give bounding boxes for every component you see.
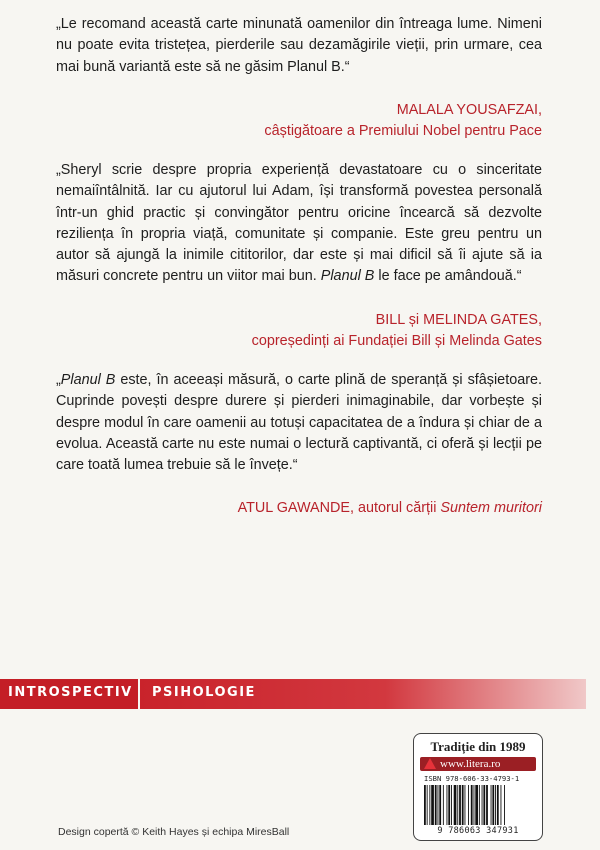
barcode-bar (459, 785, 461, 825)
book-title: Planul B (60, 372, 116, 388)
barcode-bar (471, 785, 473, 825)
barcode-bar (465, 785, 466, 825)
attribution-gates (252, 310, 542, 353)
quote-text-end: le face pe amândouă.“ (374, 268, 522, 285)
barcode-bar (438, 785, 439, 825)
series-band (0, 679, 138, 709)
author-book: Suntem muritori (440, 500, 542, 516)
category-band (140, 679, 586, 709)
ean-number: 9 786063 347931 (437, 826, 519, 836)
barcode-bar (448, 785, 450, 825)
quote-malala (56, 14, 542, 78)
barcode-bar (439, 785, 441, 825)
barcode-bar (462, 785, 464, 825)
barcode-bar (504, 785, 505, 825)
category-label: PSIHOLOGIE (152, 685, 256, 700)
author-name: MALALA YOUSAFZAI, (396, 102, 542, 118)
leaf-icon (424, 758, 436, 769)
barcode-bar (429, 785, 430, 825)
publisher-website: www.litera.ro (440, 758, 501, 770)
barcode-bar (468, 785, 469, 825)
isbn-label: ISBN 978-606-33-4793-1 (424, 774, 520, 783)
barcode-bar (435, 785, 437, 825)
barcode-bar (492, 785, 494, 825)
barcode-bar (447, 785, 448, 825)
barcode-bar (483, 785, 485, 825)
quote-text: „Le recomand această carte minunată oamenilor din întreaga lume. Nimeni nu poate evita tristețea, pierderile sau dezamăgirile vieții, prin urmare, cea mai bună variantă este să ne găsim Planul B.“ (56, 16, 542, 75)
quote-gawande (56, 370, 542, 476)
barcode-bar (497, 785, 499, 825)
quote-gates (56, 160, 542, 288)
book-title: Planul B (320, 268, 375, 285)
author-name: ATUL GAWANDE, autorul cărții (237, 500, 441, 516)
barcode-bar (451, 785, 452, 825)
barcode-panel (413, 733, 543, 841)
design-credit: Design copertă © Keith Hayes și echipa MiresBall (58, 826, 290, 838)
quote-open: „ (56, 372, 61, 388)
barcode-bar (491, 785, 492, 825)
publisher-logo (420, 757, 536, 771)
barcode-bar (482, 785, 483, 825)
barcode-bar (495, 785, 496, 825)
barcode-bar (474, 785, 475, 825)
author-role: copreședinți ai Fundației Bill și Melinda Gates (251, 333, 542, 350)
barcode-bar (427, 785, 428, 825)
barcode-bar (501, 785, 502, 825)
attribution-gawande (238, 498, 542, 519)
barcode-bar (443, 785, 444, 825)
author-name: BILL și MELINDA GATES, (375, 312, 542, 328)
barcode-bar (424, 785, 426, 825)
barcode-bar (486, 785, 488, 825)
barcode-bar (475, 785, 478, 825)
barcode-bar (479, 785, 480, 825)
series-label: INTROSPECTIV (8, 685, 133, 700)
quote-text: „Sheryl scrie despre propria experiență devastatoare cu o sinceritate nemaiîntâlnită. Iar cu ajutorul lui Adam, își transformă povestea personală într-un ghid practic și convingător pentru oricine încearcă să dezvolte reziliența în propria viață, comunitate și companie. Este greu pentru un autor să ajungă la inimile cititorilor, dar este și mai dificil să îi ajute să ia măsuri concrete pentru un viitor mai bun. (56, 162, 542, 285)
quote-text: este, în aceeași măsură, o carte plină de speranță și sfâșietoare. Cuprinde povești despre durere și pierderi inimaginabile, dar vorbește și despre modul în care oamenii au totuși capacitatea de a îndura și chiar de a evolua. Această carte nu este numai o lectură captivantă, ci oferă și lecții pe care toată lumea trebuie să le învețe.“ (56, 372, 542, 474)
barcode-bar (431, 785, 434, 825)
author-role: câștigătoare a Premiului Nobel pentru Pace (264, 123, 542, 140)
barcode-bar (454, 785, 457, 825)
attribution-malala (264, 100, 542, 143)
tradition-label: Tradiție din 1989 (430, 739, 526, 754)
barcode-bars (424, 785, 532, 825)
barcode-bar (457, 785, 458, 825)
